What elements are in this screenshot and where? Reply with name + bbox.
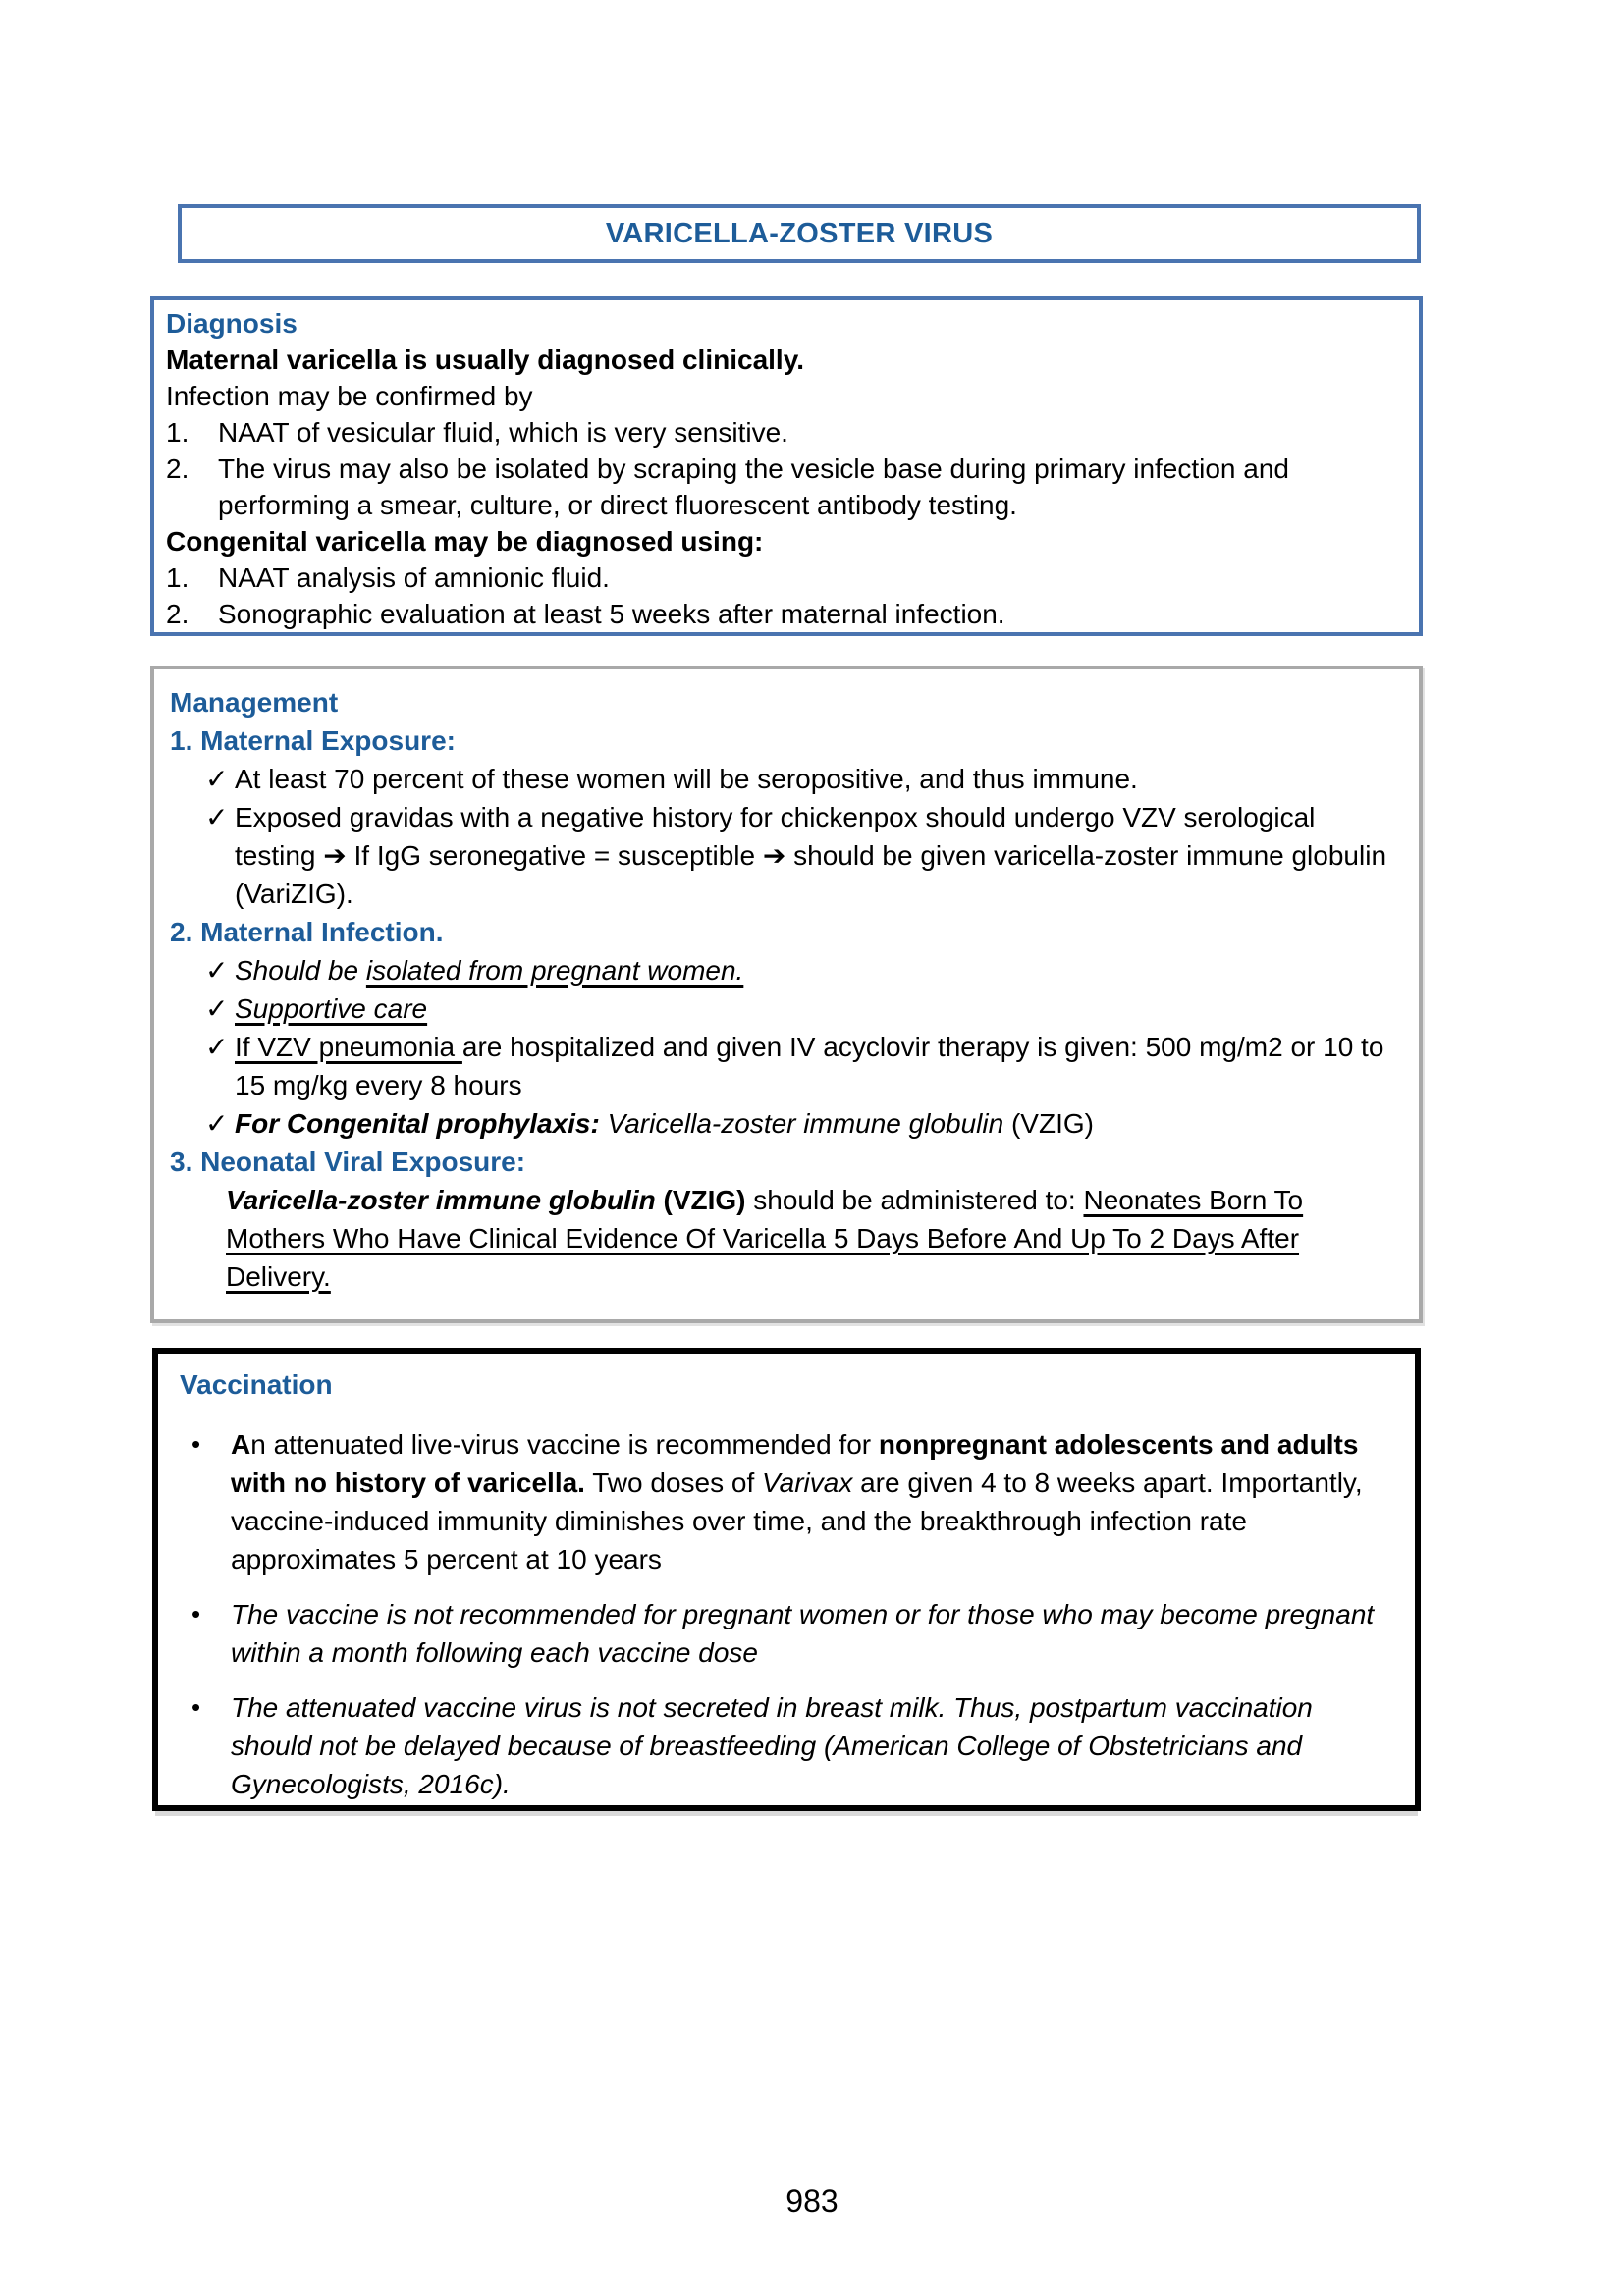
diagnosis-subheading: Congenital varicella may be diagnosed using:: [166, 526, 764, 557]
list-item-text: NAAT analysis of amnionic fluid.: [218, 562, 610, 593]
text-run: For Congenital prophylaxis:: [235, 1108, 608, 1139]
text-run: nonpregnant adolescents and adults with no history of varicella.: [231, 1429, 1359, 1498]
text-run: Exposed gravidas with a negative history for chickenpox should undergo VZV serological testing: [235, 802, 1316, 871]
list-item-text: The vaccine is not recommended for pregnant women or for those who may become pregnant within a month following each vaccine dose: [231, 1599, 1375, 1668]
list-item: [205, 760, 1403, 798]
list-item: [166, 451, 1405, 523]
list-item: [205, 798, 1403, 913]
diagnosis-heading: Diagnosis: [166, 308, 298, 339]
bullet-icon: •: [191, 1429, 201, 1459]
list-item-text: [235, 1104, 1403, 1143]
text-run: (VZIG): [655, 1185, 754, 1215]
text-run: Should be: [235, 955, 366, 986]
text-run: should be administered to:: [753, 1185, 1084, 1215]
list-item-text: The attenuated vaccine virus is not secreted in breast milk. Thus, postpartum vaccination should not be delayed because of breastfeeding (American College of Obstetricians and Gynecologists, 2016c).: [231, 1692, 1313, 1799]
text-run: Varicella-zoster immune globulin: [226, 1185, 656, 1215]
arrow-right-icon: ➔: [323, 839, 347, 872]
list-item-text: [235, 951, 1403, 989]
list-item-text: NAAT of vesicular fluid, which is very sensitive.: [218, 417, 788, 448]
list-item: [166, 596, 1405, 632]
list-number: 1.: [166, 562, 189, 593]
neonatal-paragraph: [226, 1181, 1389, 1296]
text-run: Varivax: [762, 1468, 853, 1498]
text-run: are given 4 to 8 weeks apart. Importantly, vaccine-induced immunity diminishes over time, and the breakthrough infection rate approximates 5 percent at 10 years: [231, 1468, 1363, 1575]
text-run: isolated from pregnant women.: [365, 955, 744, 986]
list-item-text: [231, 1425, 1395, 1578]
list-item: [205, 1104, 1403, 1143]
text-run: Two doses of: [584, 1468, 762, 1498]
maternal-infection-heading: 2. Maternal Infection.: [170, 917, 444, 947]
list-item: [205, 1028, 1403, 1104]
list-item: [191, 1595, 1395, 1672]
text-run: A: [231, 1429, 251, 1460]
list-item-text: [235, 1028, 1403, 1104]
text-run: Neonates Born To Mothers Who Have Clinical Evidence Of Varicella 5 Days Before And Up To 2 Days After Delivery.: [226, 1185, 1304, 1292]
diagnosis-section: [150, 296, 1423, 636]
text-run: (VZIG): [1003, 1108, 1094, 1139]
list-item: [205, 951, 1403, 989]
vaccination-section: [152, 1348, 1421, 1811]
check-icon: ✓: [205, 1032, 229, 1062]
list-number: 2.: [166, 599, 189, 629]
list-item-text: At least 70 percent of these women will be seropositive, and thus immune.: [235, 764, 1138, 794]
list-number: 1.: [166, 417, 189, 448]
diagnosis-lead: Infection may be confirmed by: [166, 381, 533, 411]
bullet-icon: •: [191, 1692, 201, 1722]
text-run: should be given varicella-zoster immune globulin (VariZIG).: [235, 840, 1387, 909]
management-heading: Management: [170, 687, 339, 718]
page-title: VARICELLA-ZOSTER VIRUS: [605, 217, 994, 249]
list-number: 2.: [166, 454, 189, 484]
title-box: [178, 204, 1421, 263]
page-number: 983: [785, 2183, 839, 2218]
text-run: If IgG seronegative = susceptible: [346, 840, 763, 871]
text-run: are hospitalized and given IV acyclovir therapy is given: 500 mg/m2 or 10 to 15 mg/kg every 8 hours: [235, 1032, 1384, 1100]
list-item: [191, 1688, 1395, 1803]
list-item-text: Supportive care: [235, 993, 428, 1024]
check-icon: ✓: [205, 802, 229, 832]
list-item-text: The virus may also be isolated by scraping the vesicle base during primary infection and performing a smear, culture, or direct fluorescent antibody testing.: [218, 454, 1290, 520]
check-icon: ✓: [205, 955, 229, 986]
list-item: [166, 414, 1405, 451]
check-icon: ✓: [205, 1108, 229, 1139]
diagnosis-lead-bold: Maternal varicella is usually diagnosed clinically.: [166, 345, 804, 375]
text-run: Varicella-zoster immune globulin: [607, 1108, 1004, 1139]
management-section: [150, 666, 1423, 1323]
check-icon: ✓: [205, 764, 229, 794]
list-item-text: [235, 798, 1403, 913]
list-item: [191, 1425, 1395, 1578]
list-item-text: Sonographic evaluation at least 5 weeks after maternal infection.: [218, 599, 1005, 629]
bullet-icon: •: [191, 1599, 201, 1629]
neonatal-exposure-heading: 3. Neonatal Viral Exposure:: [170, 1147, 526, 1177]
check-icon: ✓: [205, 993, 229, 1024]
text-run: n attenuated live-virus vaccine is recommended for: [250, 1429, 879, 1460]
text-run: If VZV pneumonia: [235, 1032, 462, 1062]
arrow-right-icon: ➔: [762, 839, 786, 872]
list-item: [166, 560, 1405, 596]
vaccination-heading: Vaccination: [180, 1369, 333, 1400]
list-item: [205, 989, 1403, 1028]
maternal-exposure-heading: 1. Maternal Exposure:: [170, 725, 456, 756]
